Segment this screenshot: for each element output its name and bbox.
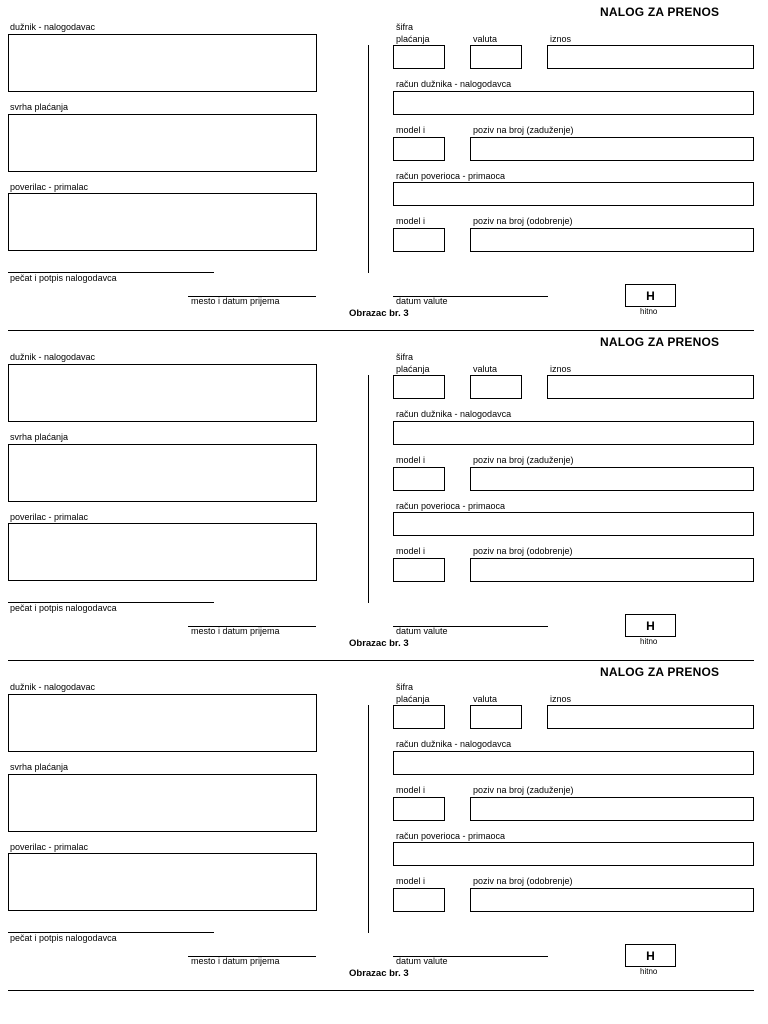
racun-duznika-field[interactable]	[393, 91, 754, 115]
racun-duznika-label: račun dužnika - nalogodavca	[396, 79, 512, 89]
mesto-label: mesto i datum prijema	[191, 956, 280, 966]
model-odobrenje-label: model i	[396, 216, 426, 226]
placanja-label: plaćanja	[396, 34, 430, 44]
sifra-label: šifra	[396, 682, 414, 692]
poziv-odobrenje-label: poziv na broj (odobrenje)	[473, 546, 573, 556]
placanja-label: plaćanja	[396, 364, 430, 374]
pecat-label: pečat i potpis nalogodavca	[10, 273, 117, 283]
svrha-label: svrha plaćanja	[10, 762, 69, 772]
model-zaduzenje-field[interactable]	[393, 467, 445, 491]
datum-valute-label: datum valute	[396, 626, 448, 636]
iznos-field[interactable]	[547, 705, 754, 729]
vertical-divider	[368, 375, 369, 603]
payment-slip-1	[0, 0, 768, 330]
sifra-placanja-field[interactable]	[393, 705, 445, 729]
duznik-field[interactable]	[8, 364, 317, 422]
svrha-field[interactable]	[8, 774, 317, 832]
duznik-label: dužnik - nalogodavac	[10, 682, 96, 692]
poziv-zaduzenje-label: poziv na broj (zaduženje)	[473, 125, 574, 135]
svrha-label: svrha plaćanja	[10, 432, 69, 442]
racun-poverioca-label: račun poverioca - primaoca	[396, 831, 506, 841]
poziv-odobrenje-label: poziv na broj (odobrenje)	[473, 876, 573, 886]
model-odobrenje-label: model i	[396, 876, 426, 886]
model-odobrenje-field[interactable]	[393, 228, 445, 252]
payment-slip-3	[0, 660, 768, 990]
pecat-label: pečat i potpis nalogodavca	[10, 933, 117, 943]
poverilac-label: poverilac - primalac	[10, 182, 89, 192]
slip-separator	[8, 990, 754, 991]
datum-valute-label: datum valute	[396, 296, 448, 306]
hitno-checkbox[interactable]: H	[625, 614, 676, 637]
poziv-zaduzenje-field[interactable]	[470, 137, 754, 161]
racun-poverioca-label: račun poverioca - primaoca	[396, 171, 506, 181]
slip-title: NALOG ZA PRENOS	[600, 665, 720, 679]
poverilac-label: poverilac - primalac	[10, 842, 89, 852]
model-odobrenje-label: model i	[396, 546, 426, 556]
svrha-label: svrha plaćanja	[10, 102, 69, 112]
datum-valute-label: datum valute	[396, 956, 448, 966]
vertical-divider	[368, 705, 369, 933]
vertical-divider	[368, 45, 369, 273]
racun-duznika-field[interactable]	[393, 751, 754, 775]
poziv-odobrenje-label: poziv na broj (odobrenje)	[473, 216, 573, 226]
svrha-field[interactable]	[8, 114, 317, 172]
model-odobrenje-field[interactable]	[393, 558, 445, 582]
hitno-checkbox[interactable]: H	[625, 284, 676, 307]
duznik-field[interactable]	[8, 694, 317, 752]
duznik-label: dužnik - nalogodavac	[10, 352, 96, 362]
model-zaduzenje-label: model i	[396, 785, 426, 795]
racun-poverioca-field[interactable]	[393, 512, 754, 536]
hitno-label: hitno	[640, 307, 658, 316]
obrazac-label: Obrazac br. 3	[349, 968, 409, 979]
model-zaduzenje-field[interactable]	[393, 797, 445, 821]
poziv-zaduzenje-field[interactable]	[470, 467, 754, 491]
obrazac-label: Obrazac br. 3	[349, 638, 409, 649]
iznos-label: iznos	[550, 694, 572, 704]
iznos-field[interactable]	[547, 375, 754, 399]
poverilac-field[interactable]	[8, 193, 317, 251]
sifra-label: šifra	[396, 352, 414, 362]
valuta-label: valuta	[473, 364, 498, 374]
valuta-label: valuta	[473, 34, 498, 44]
model-zaduzenje-field[interactable]	[393, 137, 445, 161]
sifra-placanja-field[interactable]	[393, 375, 445, 399]
model-zaduzenje-label: model i	[396, 125, 426, 135]
valuta-label: valuta	[473, 694, 498, 704]
poverilac-field[interactable]	[8, 523, 317, 581]
hitno-label: hitno	[640, 967, 658, 976]
racun-poverioca-label: račun poverioca - primaoca	[396, 501, 506, 511]
poziv-odobrenje-field[interactable]	[470, 888, 754, 912]
poziv-zaduzenje-label: poziv na broj (zaduženje)	[473, 785, 574, 795]
racun-duznika-label: račun dužnika - nalogodavca	[396, 739, 512, 749]
sifra-placanja-field[interactable]	[393, 45, 445, 69]
racun-poverioca-field[interactable]	[393, 182, 754, 206]
sifra-label: šifra	[396, 22, 414, 32]
obrazac-label: Obrazac br. 3	[349, 308, 409, 319]
payment-slip-2	[0, 330, 768, 660]
poziv-odobrenje-field[interactable]	[470, 558, 754, 582]
pecat-label: pečat i potpis nalogodavca	[10, 603, 117, 613]
iznos-label: iznos	[550, 34, 572, 44]
mesto-label: mesto i datum prijema	[191, 626, 280, 636]
racun-duznika-field[interactable]	[393, 421, 754, 445]
valuta-field[interactable]	[470, 375, 522, 399]
slip-title: NALOG ZA PRENOS	[600, 335, 720, 349]
mesto-label: mesto i datum prijema	[191, 296, 280, 306]
hitno-checkbox[interactable]: H	[625, 944, 676, 967]
model-zaduzenje-label: model i	[396, 455, 426, 465]
poziv-odobrenje-field[interactable]	[470, 228, 754, 252]
duznik-label: dužnik - nalogodavac	[10, 22, 96, 32]
racun-poverioca-field[interactable]	[393, 842, 754, 866]
iznos-field[interactable]	[547, 45, 754, 69]
placanja-label: plaćanja	[396, 694, 430, 704]
slip-title: NALOG ZA PRENOS	[600, 5, 720, 19]
poziv-zaduzenje-field[interactable]	[470, 797, 754, 821]
model-odobrenje-field[interactable]	[393, 888, 445, 912]
svrha-field[interactable]	[8, 444, 317, 502]
iznos-label: iznos	[550, 364, 572, 374]
valuta-field[interactable]	[470, 705, 522, 729]
racun-duznika-label: račun dužnika - nalogodavca	[396, 409, 512, 419]
valuta-field[interactable]	[470, 45, 522, 69]
poverilac-label: poverilac - primalac	[10, 512, 89, 522]
hitno-label: hitno	[640, 637, 658, 646]
duznik-field[interactable]	[8, 34, 317, 92]
poverilac-field[interactable]	[8, 853, 317, 911]
poziv-zaduzenje-label: poziv na broj (zaduženje)	[473, 455, 574, 465]
